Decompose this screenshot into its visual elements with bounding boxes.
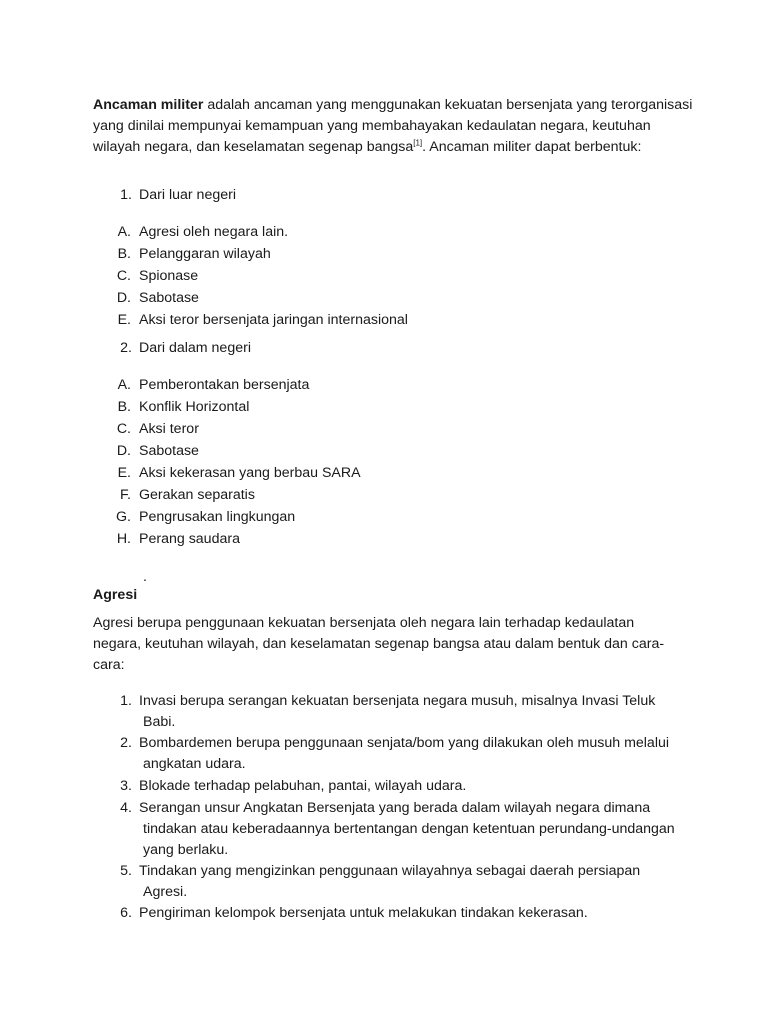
section-1-item-text: Spionase	[139, 268, 199, 284]
section-1-item-text: Aksi teror bersenjata jaringan internasional	[139, 312, 408, 328]
intro-bold-term: Ancaman militer	[93, 97, 204, 113]
section-2-item-marker: H.	[116, 531, 131, 547]
section-2-number: 2.	[120, 340, 132, 356]
intro-text-1: adalah ancaman yang menggunakan kekuatan bersenjata yang terorganisasi yang dinilai mempunyai kemampuan yang membahayakan kedaulatan negara, keutuhan wilayah negara, dan keselamatan segenap bangsa	[93, 97, 693, 155]
agresi-item-number: 3.	[120, 777, 132, 794]
section-2-label: Dari dalam negeri	[139, 340, 251, 356]
section-1-item-text: Agresi oleh negara lain.	[139, 224, 289, 240]
agresi-item-number: 6.	[120, 905, 132, 921]
agresi-item-line: Blokade terhadap pelabuhan, pantai, wilayah udara.	[139, 777, 467, 794]
section-2-item-text: Gerakan separatis	[139, 487, 255, 503]
agresi-item-line: Bombardemen berupa penggunaan senjata/bom yang dilakukan oleh musuh melalui	[139, 735, 670, 752]
agresi-item-line: Pengiriman kelompok bersenjata untuk melakukan tindakan kekerasan.	[139, 905, 588, 921]
section-2-item-marker: C.	[116, 421, 131, 437]
section-2-item-text: Pengrusakan lingkungan	[139, 509, 296, 525]
agresi-item-number: 4.	[120, 799, 132, 816]
section-2-item-text: Perang saudara	[139, 531, 240, 547]
section-1-number: 1.	[120, 187, 132, 203]
section-2-item-marker: F.	[119, 487, 131, 503]
section-1-item-marker: D.	[116, 290, 131, 306]
section-2-item-text: Aksi teror	[139, 421, 199, 437]
agresi-item-text	[139, 798, 679, 861]
agresi-item-line: Babi.	[143, 714, 176, 730]
intro-text-2: . Ancaman militer dapat berbentuk:	[422, 139, 642, 155]
agresi-item-number: 5.	[120, 862, 132, 879]
agresi-paragraph: Agresi berupa penggunaan kekuatan bersenjata oleh negara lain terhadap kedaulatan negara, keutuhan wilayah, dan keselamatan segenap bangsa atau dalam bentuk dan cara-cara:	[93, 615, 665, 673]
agresi-item-number: 1.	[120, 693, 132, 709]
agresi-item-text	[139, 691, 679, 733]
section-2-item-marker: A.	[117, 377, 131, 393]
section-2-item-text: Pemberontakan bersenjata	[139, 377, 310, 393]
section-1-item-text: Pelanggaran wilayah	[139, 246, 271, 262]
section-1-item-marker: A.	[117, 224, 131, 240]
agresi-item-line: Agresi.	[143, 883, 188, 900]
section-2-item-marker: G.	[116, 509, 131, 525]
agresi-item-line: Tindakan yang mengizinkan penggunaan wilayahnya sebagai daerah persiapan	[139, 862, 641, 879]
intro-paragraph	[93, 95, 693, 158]
agresi-item-text	[139, 733, 679, 775]
agresi-item-number: 2.	[120, 735, 132, 752]
agresi-item-text	[139, 903, 679, 924]
section-1-item-text: Sabotase	[139, 290, 199, 306]
agresi-heading: Agresi	[93, 587, 138, 603]
agresi-item-text	[139, 861, 679, 903]
agresi-item-line: Serangan unsur Angkatan Bersenjata yang berada dalam wilayah negara dimana	[139, 799, 651, 816]
section-1-label: Dari luar negeri	[139, 187, 236, 203]
section-1-item-marker: B.	[117, 246, 131, 262]
section-2-item-text: Sabotase	[139, 443, 199, 459]
section-2-item-text: Konflik Horizontal	[139, 399, 250, 415]
agresi-item-line: angkatan udara.	[143, 756, 246, 773]
section-2-item-marker: E.	[117, 465, 131, 481]
agresi-item-text	[139, 776, 679, 797]
section-2-item-marker: D.	[116, 443, 131, 459]
section-2-item-marker: B.	[117, 399, 131, 415]
agresi-item-line: Invasi berupa serangan kekuatan bersenjata negara musuh, misalnya Invasi Teluk	[139, 693, 656, 709]
document-page: Ancaman militer adalah ancaman yang menggunakan kekuatan bersenjata yang terorganisasi yang dinilai mempunyai kemampuan yang membahayakan kedaulatan negara, keutuhan wilayah negara, dan keselamatan segenap bangsa[1]. Ancaman militer dapat berbentuk: 1. Dari luar negeri A. Agresi oleh negara lain. B. Pelanggaran wilayah C. Spionase D. Sabotase E. Aksi teror bersenjata jaringan internasional 2. Dari dalam negeri A. Pemberontakan bersenjata B. Konflik Horizontal C. Aksi teror D. Sabotase E. Aksi kekerasan yang berbau SARA F. Gerakan separatis G. Pengrusakan lingkungan H. Perang saudara . Agresi Agresi berupa penggunaan kekuatan bersenjata oleh negara lain terhadap kedaulatan negara, keutuhan wilayah, dan keselamatan segenap bangsa atau dalam bentuk dan cara-cara: 1. Invasi berupa serangan kekuatan bersenjata negara musuh, misalnya Invasi Teluk Babi. 2. Bombardemen berupa penggunaan senjata/bom yang dilakukan oleh musuh melalui angkatan udara. 3. Blokade terhadap pelabuhan, pantai, wilayah udara. 4. Serangan unsur Angkatan Bersenjata yang berada dalam wilayah negara dimana tindakan atau keberadaannya bertentangan dengan ketentuan perundang-undangan yang berlaku. 5. Tindakan yang mengizinkan penggunaan wilayahnya sebagai daerah persiapan Agresi. 6. Pengiriman kelompok bersenjata untuk melakukan tindakan kekerasan.	[0, 0, 768, 1024]
section-1-item-marker: E.	[117, 312, 131, 328]
agresi-item-line: yang berlaku.	[143, 841, 229, 858]
agresi-item-line: tindakan atau keberadaannya bertentangan dengan ketentuan perundang-undangan	[143, 820, 675, 837]
section-1-item-marker: C.	[116, 268, 131, 284]
section-2-item-text: Aksi kekerasan yang berbau SARA	[139, 465, 361, 481]
footnote-ref[interactable]: [1]	[413, 138, 423, 148]
